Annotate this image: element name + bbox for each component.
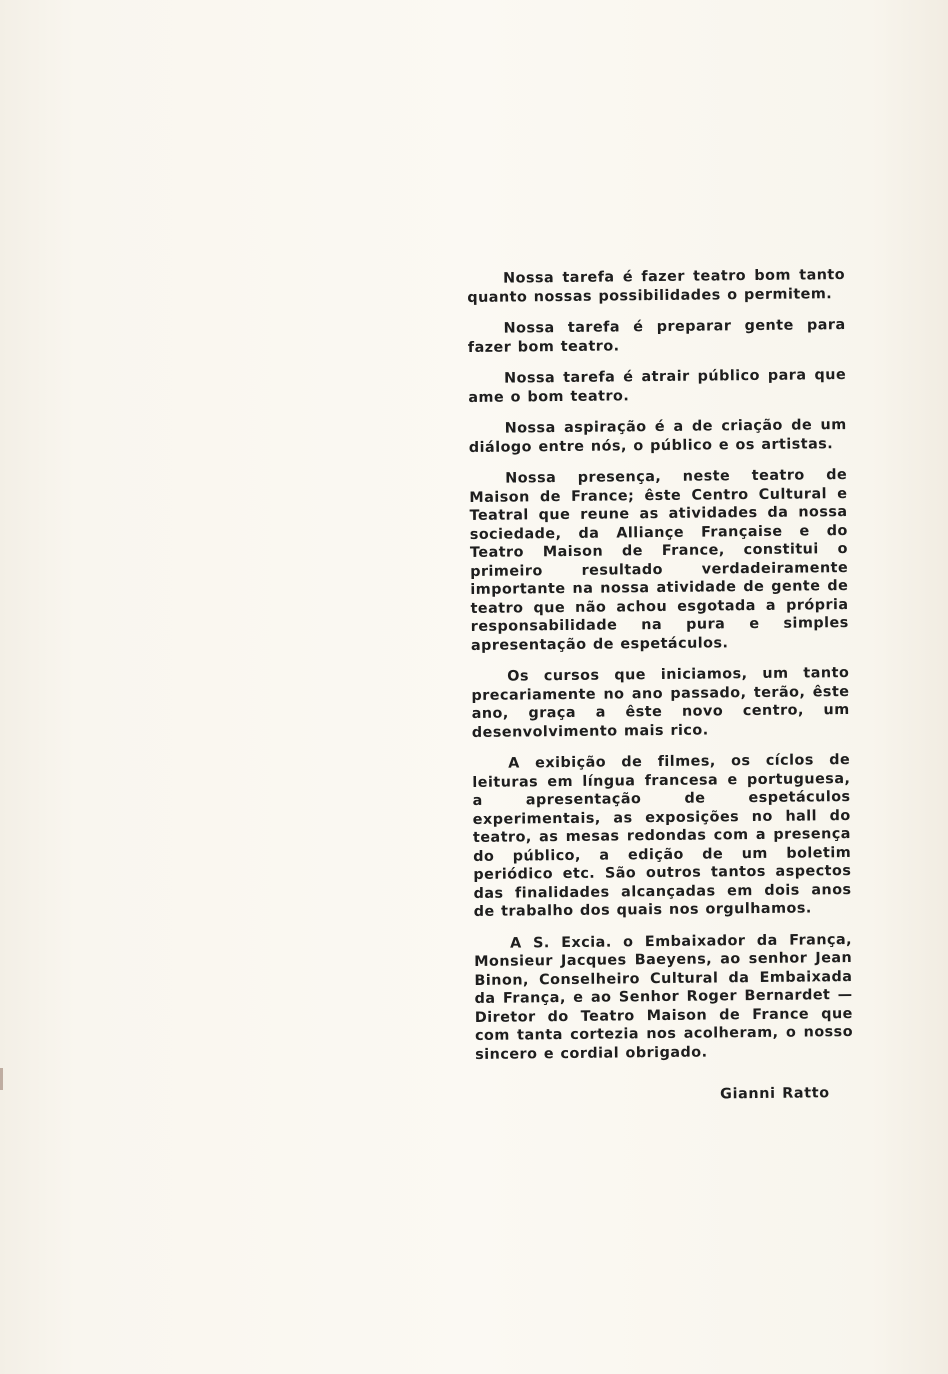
signature: Gianni Ratto (720, 1085, 830, 1103)
paragraph-mission-training: Nossa tarefa é preparar gente para fazer bom teatro. (467, 317, 846, 356)
paragraph-presence: Nossa presença, neste teatro de Maison de France; êste Centro Cultural e Teatral que reune as atividades da nossa sociedade, da Alliançe Française e do Teatro Maison de France, constitui o primeiro resultado verdadeiramente importante na nossa atividade de gente de teatro que não achou esgotada a própria responsabilidade na pura e simples apresentação de espetáculos. (469, 467, 849, 654)
text-column (467, 266, 854, 1106)
paragraph-aspiration: Nossa aspiração é a de criação de um diálogo entre nós, o público e os artistas. (468, 417, 847, 456)
paragraph-thanks: A S. Excia. o Embaixador da França, Monsieur Jacques Baeyens, ao senhor Jean Binon, Conselheiro Cultural da Embaixada da França, e ao Senhor Roger Bernardet — Diretor do Teatro Maison de France que com tanta cortezia nos acolheram, o nosso sincero e cordial obrigado. (474, 931, 854, 1063)
paragraph-activities: A exibição de filmes, os cíclos de leituras em língua francesa e portuguesa, a apresentação de espetáculos experimentais, as exposições no hall do teatro, as mesas redondas com a presença do público, a edição de um boletim periódico etc. São outros tantos aspectos das finalidades alcançadas em dois anos de trabalho dos quais nos orgulhamos. (472, 752, 852, 920)
paragraph-mission-audience: Nossa tarefa é atrair público para que ame o bom teatro. (468, 367, 847, 406)
paragraph-mission-theatre: Nossa tarefa é fazer teatro bom tanto quanto nossas possibilidades o permitem. (467, 267, 846, 306)
paragraph-courses: Os cursos que iniciamos, um tanto precariamente no ano passado, terão, êste ano, graça a êste novo centro, um desenvolvimento mais rico. (471, 665, 850, 741)
page-edge-mark (0, 1068, 3, 1090)
